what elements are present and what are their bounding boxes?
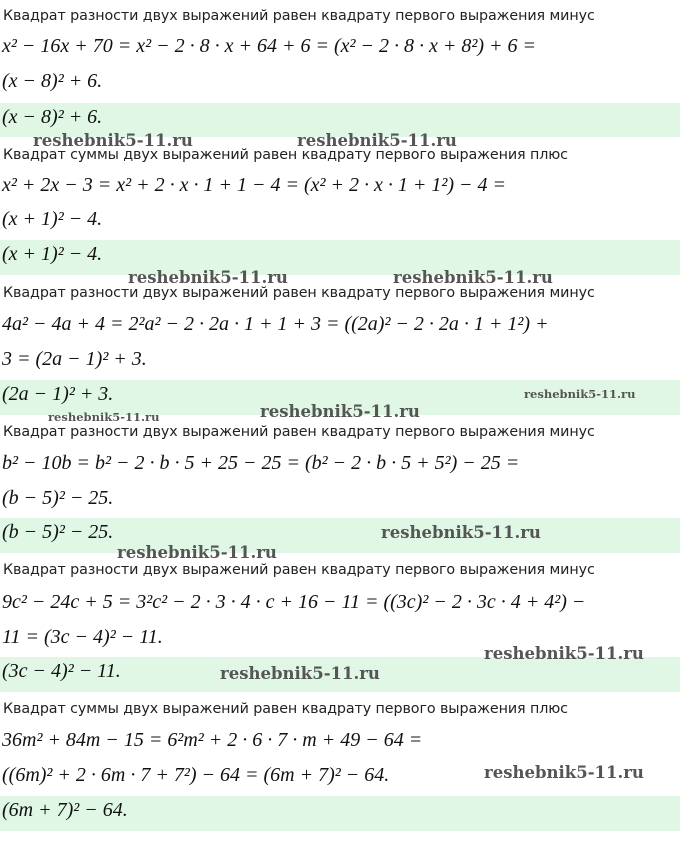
rule-text: Квадрат разности двух выражений равен квадрату первого выражения минус (3, 424, 595, 440)
answer-text: (b − 5)² − 25. (2, 521, 114, 543)
math-line: ((6m)² + 2 · 6m · 7 + 7²) − 64 = (6m + 7)² − 64. (2, 764, 390, 786)
math-line: 9c² − 24c + 5 = 3²c² − 2 · 3 · 4 · c + 16 − 11 = ((3c)² − 2 · 3c · 4 + 4²) − (2, 591, 586, 613)
math-line: (x + 1)² − 4. (2, 208, 103, 230)
rule-text: Квадрат суммы двух выражений равен квадрату первого выражения плюс (3, 147, 568, 163)
answer-text: (6m + 7)² − 64. (2, 799, 128, 821)
math-line: 4a² − 4a + 4 = 2²a² − 2 · 2a · 1 + 1 + 3 = ((2a)² − 2 · 2a · 1 + 1²) + (2, 313, 549, 335)
answer-row (0, 518, 680, 553)
math-line: 3 = (2a − 1)² + 3. (2, 348, 147, 370)
watermark: reshebnik5-11.ru (393, 268, 553, 287)
answer-text: (x − 8)² + 6. (2, 106, 103, 128)
watermark: reshebnik5-11.ru (33, 131, 193, 150)
watermark: reshebnik5-11.ru (128, 268, 288, 287)
watermark: reshebnik5-11.ru (260, 402, 420, 421)
answer-row (0, 796, 680, 831)
rule-text: Квадрат разности двух выражений равен квадрату первого выражения минус (3, 8, 595, 24)
rule-text: Квадрат разности двух выражений равен квадрату первого выражения минус (3, 562, 595, 578)
watermark: reshebnik5-11.ru (524, 387, 636, 401)
watermark: reshebnik5-11.ru (484, 644, 644, 663)
math-line: 36m² + 84m − 15 = 6²m² + 2 · 6 · 7 · m + 49 − 64 = (2, 729, 423, 751)
math-line: 11 = (3c − 4)² − 11. (2, 626, 163, 648)
math-line: (x − 8)² + 6. (2, 70, 103, 92)
answer-row (0, 240, 680, 275)
math-line: (b − 5)² − 25. (2, 487, 114, 509)
watermark: reshebnik5-11.ru (220, 664, 380, 683)
math-line: b² − 10b = b² − 2 · b · 5 + 25 − 25 = (b² − 2 · b · 5 + 5²) − 25 = (2, 452, 520, 474)
answer-text: (2a − 1)² + 3. (2, 383, 114, 405)
watermark: reshebnik5-11.ru (117, 543, 277, 562)
answer-text: (3c − 4)² − 11. (2, 660, 121, 682)
watermark: reshebnik5-11.ru (297, 131, 457, 150)
math-line: x² − 16x + 70 = x² − 2 · 8 · x + 64 + 6 = (x² − 2 · 8 · x + 8²) + 6 = (2, 35, 537, 57)
watermark: reshebnik5-11.ru (484, 763, 644, 782)
rule-text: Квадрат суммы двух выражений равен квадрату первого выражения плюс (3, 701, 568, 717)
rule-text: Квадрат разности двух выражений равен квадрату первого выражения минус (3, 285, 595, 301)
math-line: x² + 2x − 3 = x² + 2 · x · 1 + 1 − 4 = (x² + 2 · x · 1 + 1²) − 4 = (2, 174, 507, 196)
watermark: reshebnik5-11.ru (48, 410, 160, 424)
watermark: reshebnik5-11.ru (381, 523, 541, 542)
answer-text: (x + 1)² − 4. (2, 243, 103, 265)
